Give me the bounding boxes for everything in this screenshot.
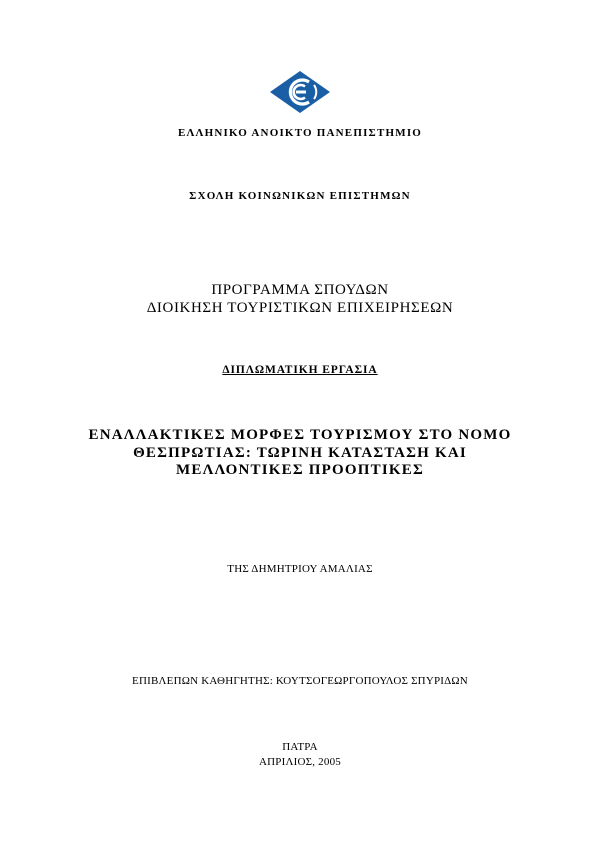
program-line-1: ΠΡΟΓΡΑΜΜΑ ΣΠΟΥΔΩΝ xyxy=(211,282,389,298)
title-line-1: ΕΝΑΛΛΑΚΤΙΚΕΣ ΜΟΡΦΕΣ ΤΟΥΡΙΣΜΟΥ ΣΤΟ ΝΟΜΟ xyxy=(88,427,512,443)
date: ΑΠΡΙΛΙΟΣ, 2005 xyxy=(259,756,341,768)
author-name: ΤΗΣ ΔΗΜΗΤΡΙΟΥ ΑΜΑΛΙΑΣ xyxy=(227,563,373,575)
thesis-label: ΔΙΠΛΩΜΑΤΙΚΗ ΕΡΓΑΣΙΑ xyxy=(222,364,378,376)
program-line-2: ΔΙΟΙΚΗΣΗ ΤΟΥΡΙΣΤΙΚΩΝ ΕΠΙΧΕΙΡΗΣΕΩΝ xyxy=(146,300,454,316)
supervisor-name: ΕΠΙΒΛΕΠΩΝ ΚΑΘΗΓΗΤΗΣ: ΚΟΥΤΣΟΓΕΩΡΓΟΠΟΥΛΟΣ ΣΠΥΡΙΔΩΝ xyxy=(132,675,468,687)
title-line-2: ΘΕΣΠΡΩΤΙΑΣ: ΤΩΡΙΝΗ ΚΑΤΑΣΤΑΣΗ ΚΑΙ xyxy=(133,445,467,461)
city: ΠΑΤΡΑ xyxy=(282,741,318,753)
school-name: ΣΧΟΛΗ ΚΟΙΝΩΝΙΚΩΝ ΕΠΙΣΤΗΜΩΝ xyxy=(189,190,411,202)
title-line-3: ΜΕΛΛΟΝΤΙΚΕΣ ΠΡΟΟΠΤΙΚΕΣ xyxy=(176,462,424,478)
eap-logo-icon xyxy=(269,70,331,114)
university-name: ΕΛΛΗΝΙΚΟ ΑΝΟΙΚΤΟ ΠΑΝΕΠΙΣΤΗΜΙΟ xyxy=(177,127,423,139)
